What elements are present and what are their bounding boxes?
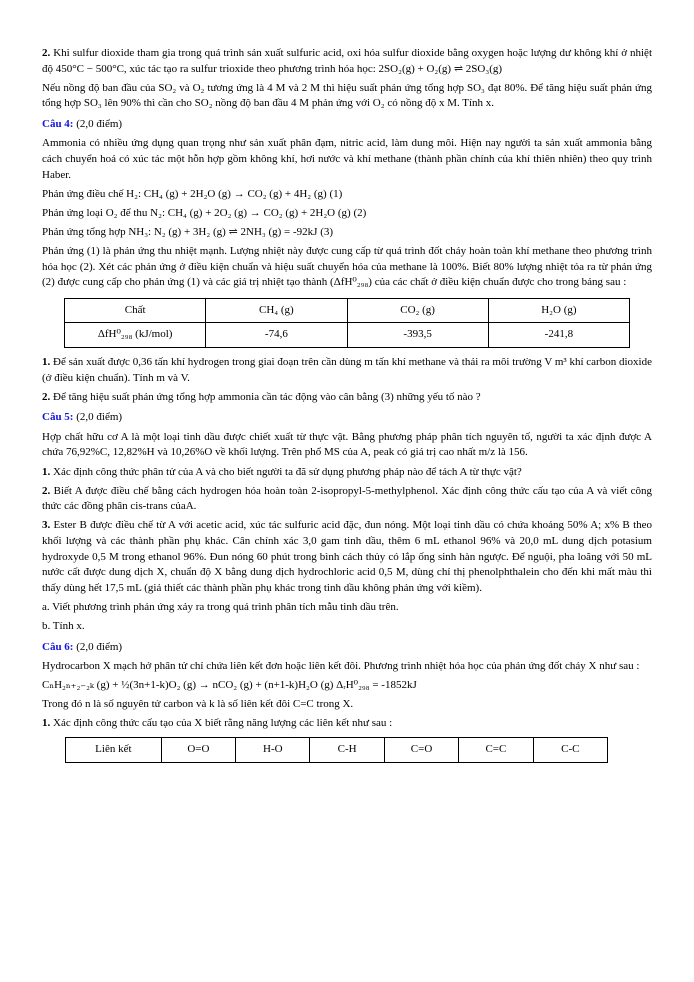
table-header-cell: C=C	[459, 737, 533, 762]
equation-2	[42, 206, 652, 222]
equation-text: Phản ứng loại O₂ để thu N₂: CH₄ (g) + 2O₂ (g) → CO₂ (g) + 2H₂O (g) (2)	[42, 206, 367, 219]
table-header-cell: Chất	[65, 298, 206, 323]
item-number: 1.	[42, 356, 54, 368]
table-header-cell: C=O	[384, 737, 458, 762]
table-cell: ΔfH⁰₂₉₈ (kJ/mol)	[65, 323, 206, 348]
para-text: Biết A được điều chế bằng cách hydrogen hóa hoàn toàn 2-isopropyl-5-methylphenol. Xác định công thức cấu tạo của A và viết công thức các đồng phân cis-trans củaA.	[42, 484, 652, 513]
para-text: Ammonia có nhiều ứng dụng quan trọng như sản xuất phân đạm, nitric acid, làm dung môi. Hiện nay người ta sản xuất ammonia bằng cách chuyển hoá có xúc tác một hỗn hợp gồm không khí, hơi nước và khí methane (thành phần chính của khí thiên nhiên) theo quy trình Haber.	[42, 137, 652, 181]
para-text: Xác định công thức cấu tạo của X biết rằng năng lượng các liên kết như sau :	[53, 717, 393, 730]
para-q5-2	[42, 484, 652, 515]
heading-cau-6	[42, 640, 652, 656]
para-q4-1	[42, 355, 652, 386]
heading-cau-5	[42, 410, 652, 426]
cau-4-label: Câu 4:	[42, 117, 74, 130]
para-q6-intro	[42, 659, 652, 675]
table-cell: -393,5	[347, 323, 488, 348]
cau-6-points: (2,0 điểm)	[76, 640, 123, 653]
equation-text: Phản ứng điều chế H₂: CH₄ (g) + 2H₂O (g) → CO₂ (g) + 4H₂ (g) (1)	[42, 187, 343, 200]
table-cell: -74,6	[206, 323, 347, 348]
bond-energy-table	[65, 737, 608, 763]
para-q5-3b	[42, 619, 652, 635]
para-ammonia-intro	[42, 136, 652, 183]
para-text: Xác định công thức phân tử của A và cho biết người ta đã sử dụng phương pháp nào để tách A từ thực vật?	[53, 465, 522, 478]
table-value-row	[65, 323, 630, 348]
para-text: Để sản xuất được 0,36 tấn khí hydrogen trong giai đoạn trên cần dùng m tấn khí methane và thải ra môi trường V m³ khí carbon dioxide (ở điều kiện chuẩn). Tính m và V.	[42, 356, 652, 384]
para-text: Ester B được điều chế từ A với acetic acid, xúc tác sulfuric acid đặc, đun nóng. Một loại tinh dầu có chứa khoảng 50% A; x% B theo khối lượng và các thành phần phụ khác. Cân chính xác 3,0 gam tinh dầu, thêm 6 mL ethanol 96% và 20,0 mL dung dịch potasium hydroxyde 0,5 M trong ethanol 96%. Đun nóng 60 phút trong bình cách thủy có lắp ống sinh hàn ngược. Để nguội, pha loãng với 50 mL nước cất được dung dịch X, chuẩn độ X bằng dung dịch hydrochloric acid 0,5 M, dùng chỉ thị phenolphthalein cho đến khi mất màu thì thấy dùng hết 17,5 mL (giả thiết các thành phần phụ khác trong tinh dầu không phản ứng với kiềm).	[42, 519, 653, 594]
equation-1	[42, 187, 652, 203]
equation-text: CₙH₂ₙ₊₂₋₂ₖ (g) + ½(3n+1-k)O₂ (g) → nCO₂ (g) + (n+1-k)H₂O (g) ΔᵣH⁰₂₉₈ = -1852kJ	[42, 679, 417, 692]
para-q5-intro	[42, 430, 652, 461]
para-q5-1	[42, 465, 652, 481]
para-text: Trong đó n là số nguyên tử carbon và k là số liên kết đôi C=C trong X.	[42, 698, 354, 711]
item-number: 2.	[42, 47, 54, 59]
table-header-cell: CH₄ (g)	[206, 298, 347, 323]
equation-3	[42, 225, 652, 241]
para-q2-sulfur	[42, 46, 652, 77]
item-number: 2.	[42, 484, 54, 497]
para-text: b. Tính x.	[42, 619, 85, 632]
table-header-row	[65, 298, 630, 323]
para-q5-3a	[42, 600, 652, 616]
cau-5-label: Câu 5:	[42, 411, 74, 424]
table-header-cell: H₂O (g)	[488, 298, 629, 323]
item-number: 3.	[42, 519, 54, 532]
para-q5-3	[42, 518, 652, 596]
para-text: Hợp chất hữu cơ A là một loại tinh dầu được chiết xuất từ thực vật. Bằng phương pháp phân tích nguyên tố, người ta xác định được A chứa 76,92%C, 12,82%H và 10,26%O về khối lượng. Trên phổ MS của A, peak có giá trị cao nhất m/z là 156.	[42, 430, 652, 459]
para-text: Khi sulfur dioxide tham gia trong quá trình sản xuất sulfuric acid, oxi hóa sulfur dioxide bằng oxygen hoặc lượng dư không khí ở nhiệt độ 450°C − 500°C, xúc tác tạo ra sulfur trioxide theo phương trình hóa học: 2SO₂(g) + O₂(g) ⇌ 2SO₃(g)	[42, 47, 652, 75]
para-text: Nếu nồng độ ban đầu của SO₂ và O₂ tương ứng là 4 M và 2 M thì hiệu suất phản ứng tổng hợp SO₃ đạt 80%. Để tăng hiệu suất phản ứng tổng hợp SO₃ lên 90% thì cần cho SO₂ nồng độ ban đầu 4 M phản ứng với O₂ có nồng độ x M. Tính x.	[42, 81, 652, 110]
para-text: Phản ứng (1) là phản ứng thu nhiệt mạnh. Lượng nhiệt này được cung cấp từ quá trình đốt cháy hoàn toàn khí methane theo phương trình hóa học (2). Xét các phản ứng ở điều kiện chuẩn và hiệu suất chuyển hóa của methane là 100%. Biết 80% lượng nhiệt tỏa ra từ phản ứng (2) được cung cấp cho phản ứng (1) và các giá trị nhiệt tạo thành (ΔfH⁰₂₉₈) của các chất ở điều kiện chuẩn được cho trong bảng sau :	[42, 245, 652, 289]
cau-5-points: (2,0 điểm)	[76, 411, 123, 424]
cau-4-points: (2,0 điểm)	[76, 117, 123, 130]
table-header-cell: O=O	[161, 737, 235, 762]
para-q6-note	[42, 697, 652, 713]
item-number: 1.	[42, 465, 53, 478]
table-header-cell: C-H	[310, 737, 384, 762]
cau-6-label: Câu 6:	[42, 640, 74, 653]
enthalpy-table	[64, 298, 630, 348]
para-text: a. Viết phương trình phản ứng xảy ra trong quá trình phân tích mẫu tinh dầu trên.	[42, 600, 399, 613]
table-header-row	[66, 737, 608, 762]
item-number: 1.	[42, 717, 53, 730]
equation-combustion	[42, 678, 652, 694]
table-cell: -241,8	[488, 323, 629, 348]
table-header-cell: Liên kết	[66, 737, 162, 762]
equation-text: Phản ứng tổng hợp NH₃: N₂ (g) + 3H₂ (g) ⇌ 2NH₃ (g) = -92kJ (3)	[42, 225, 334, 238]
table-header-cell: CO₂ (g)	[347, 298, 488, 323]
item-number: 2.	[42, 390, 53, 403]
table-header-cell: C-C	[533, 737, 607, 762]
para-text: Để tăng hiệu suất phản ứng tổng hợp ammonia cần tác động vào cân bằng (3) những yếu tố nào ?	[53, 390, 481, 403]
para-q4-2	[42, 390, 652, 406]
heading-cau-4	[42, 117, 652, 133]
para-text: Hydrocarbon X mạch hở phân tử chỉ chứa liên kết đơn hoặc liên kết đôi. Phương trình nhiệt hóa học của phản ứng đốt cháy X như sau :	[42, 660, 640, 673]
para-q6-1	[42, 716, 652, 732]
para-q2-sulfur-cont	[42, 81, 652, 112]
para-reaction-heat	[42, 244, 652, 291]
table-header-cell: H-O	[236, 737, 310, 762]
